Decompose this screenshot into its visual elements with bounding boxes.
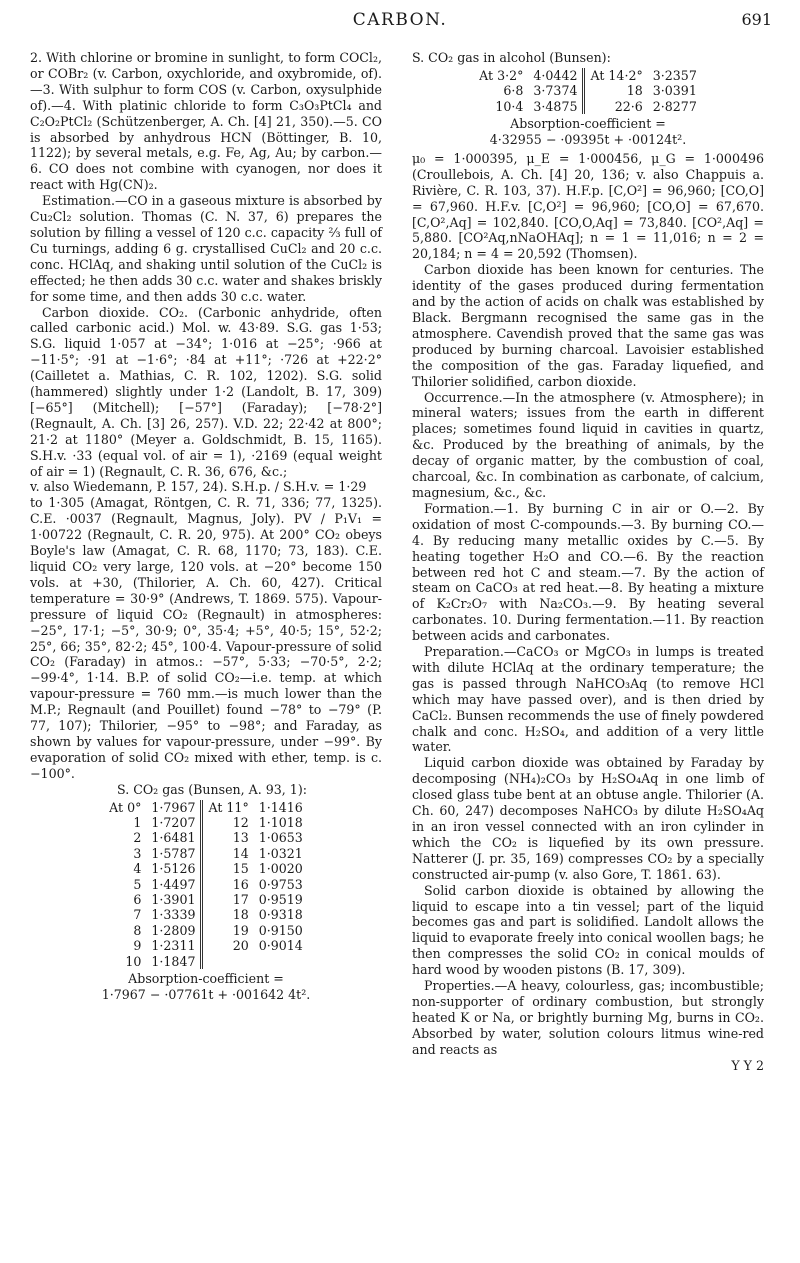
table-cell: 6 (133, 892, 142, 908)
table-cell: 1·1018 (258, 815, 303, 830)
table-cell (254, 954, 308, 969)
table-cell: 1·3339 (151, 907, 196, 923)
table-cell: At 14·2° (590, 67, 643, 83)
paragraph-specific-heat-ratio: v. also Wiedemann, P. 157, 24). S.H.p. / S.H.v. = 1·29 (30, 479, 367, 495)
table-cell: 0·9318 (258, 907, 303, 923)
table-cell: 16 (232, 876, 249, 892)
paragraph-reactions: 2. With chlorine or bromine in sunlight, to form COCl₂, or COBr₂ (v. Carbon, oxychloride, and oxybromide, of).—3. With sulphur to form COS (v. Carbon, oxysulphide of).—4. With platinic chloride to form C₃O₃PtCl₄ and C₂O₂PtCl₂ (Schützenberger, A. Ch. [4] 21, 350).—5. CO is absorbed by anhydrous HCN (Böttinger, B. 10, 1122); by several metals, e.g. Fe, Ag, Au; by carbon.—6. CO does not combine with cyanogen, nor does it react with Hg(CN)₂. (30, 50, 382, 193)
table-cell: 8 (133, 922, 142, 938)
table-row (104, 892, 308, 907)
table-cell: 7 (133, 907, 142, 923)
paragraph-occurrence: Occurrence.—In the atmosphere (v. Atmosphere); in mineral waters; issues from the earth in different places; sometimes found liquid in cavities in quartz, &c. Produced by the breathing of animals, by the decay of organic matter, by the combustion of coal, charcoal, &c. In combination as carbonate, of calcium, magnesium, &c., &c. (412, 389, 764, 500)
table-cell: 0·9150 (258, 922, 303, 938)
paragraph-liquid: Liquid carbon dioxide was obtained by Faraday by decomposing (NH₄)₂CO₃ by H₂SO₄Aq in one limb of closed glass tube bent at an obtuse angle. Thilorier (A. Ch. 60, 247) decomposes NaHCO₃ by dilute H₂SO₄Aq in an iron vessel connected with an iron cylinder in which the CO₂ is liquefied by its own pressure. Natterer (J. pr. 35, 169) compresses CO₂ by a specially constructed air-pump (v. also Gore, T. 1861. 63). (412, 755, 764, 882)
table-cell: 0·9014 (258, 938, 303, 954)
table-cell: 1·3901 (151, 892, 196, 908)
table-row (104, 815, 308, 830)
table-cell: 1·6481 (151, 830, 196, 846)
table-row (104, 938, 308, 953)
table-row (474, 83, 702, 98)
table-cell: 1·5787 (151, 845, 196, 861)
signature-mark: Y Y 2 (731, 1057, 764, 1073)
table-cell: 1·1847 (151, 953, 196, 969)
table-cell: 12 (232, 815, 249, 830)
table-cell: 0·9753 (258, 876, 303, 892)
table-cell: 1·2809 (151, 922, 196, 938)
paragraph-refraction-heat: μ₀ = 1·000395, μ_E = 1·000456, μ_G = 1·000496 (Croullebois, A. Ch. [4] 20, 136; v. also Chappuis a. Rivière, C. R. 103, 37). H.F.p. [C,O²] = 96,960; [CO,O] = 67,960. H.F.v. [C,O²] = 96,960; [CO,O] = 67,670. [C,O²,Aq] = 102,840. [CO,O,Aq] = 73,840. [CO²,Aq] = 5,880. [CO²Aq,nNaOHAq]; n = 1 = 11,016; n = 2 = 20,184; n = 4 = 20,592 (Thomsen). (412, 150, 764, 262)
table-cell: 5 (133, 876, 142, 892)
table-cell: 0·9519 (258, 892, 303, 908)
table-cell: 2 (133, 830, 142, 846)
alcohol-table-caption: S. CO₂ gas in alcohol (Bunsen): (412, 50, 611, 65)
table-cell: 6·8 (503, 83, 524, 99)
table-cell: 1·5126 (151, 861, 196, 877)
table-row (104, 800, 308, 815)
table-cell: 1 (133, 815, 142, 830)
paragraph-carbon-dioxide: Carbon dioxide. CO₂. (Carbonic anhydride, often called carbonic acid.) Mol. w. 43·89. S.G. gas 1·53; S.G. liquid 1·057 at −34°; 1·016 at −25°; ·966 at −11·5°; ·91 at −1·6°; ·84 at +11°; ·726 at +22·2° (Cailletet a. Mathias, C. R. 102, 1202). S.G. solid (hammered) slightly under 1·2 (Landolt, B. 17, 309) [−65°] (Mitchell); [−57°] (Faraday); [−78·2°] (Regnault, A. Ch. [3] 26, 257). V.D. 22; 22·42 at 800°; 21·2 at 1180° (Meyer a. Goldschmidt, B. 15, 1165). S.H.v. ·33 (equal vol. of air = 1), ·2169 (equal weight of air = 1) (Regnault, C. R. 36, 676, &c.; (30, 304, 382, 479)
absorption-coefficient-formula: 1·7967 − ·07761t + ·001642 4t². (101, 986, 311, 1002)
table-cell: 14 (232, 845, 249, 861)
table-row (104, 907, 308, 922)
table-row (104, 830, 308, 845)
table-cell: 3·0391 (652, 83, 697, 99)
table-row (104, 846, 308, 861)
table-cell (202, 954, 254, 969)
paragraph-formation: Formation.—1. By burning C in air or O.—2. By oxidation of most C-compounds.—3. By burning CO.—4. By reducing many metallic oxides by C.—5. By heating together H₂O and CO.—6. By the reaction between red hot C and steam.—7. By the action of steam on CaCO₃ at red heat.—8. By heating a mixture of K₂Cr₂O₇ with Na₂CO₃.—9. By heating several carbonates. 10. During fermentation.—11. By reaction between acids and carbonates. (412, 500, 764, 644)
solubility-table-alcohol (474, 68, 702, 114)
table-cell: 10 (125, 953, 142, 969)
left-column (30, 50, 382, 1003)
table-cell: At 11° (208, 799, 249, 815)
table-cell: 1·0321 (258, 845, 303, 861)
table-cell: 1·7207 (151, 815, 196, 830)
table-cell: 9 (133, 938, 142, 954)
alcohol-coefficient-formula: 4·32955 − ·09395t + ·00124t². (489, 132, 687, 148)
table-cell: 1·2311 (151, 938, 196, 954)
table-cell: 3·7374 (533, 83, 578, 99)
table-cell: 22·6 (614, 98, 643, 114)
right-column (412, 50, 764, 1074)
table-cell: 20 (232, 938, 249, 954)
table-cell: 3·2357 (652, 67, 697, 83)
table-cell: 17 (232, 892, 249, 908)
table-cell: 2·8277 (652, 98, 697, 114)
paragraph-estimation: Estimation.—CO in a gaseous mixture is absorbed by Cu₂Cl₂ solution. Thomas (C. N. 37, 6) prepares the solution by filling a vessel of 120 c.c. capacity ⅔ full of Cu turnings, adding 6 g. crystallised CuCl₂ and 20 c.c. conc. HClAq, and shaking until solution of the CuCl₂ is effected; he then adds 30 c.c. water and shakes briskly for some time, and then adds 30 c.c. water. (30, 193, 382, 304)
table-cell: 1·7967 (151, 799, 196, 815)
table-cell: 15 (232, 861, 249, 877)
paragraph-solid: Solid carbon dioxide is obtained by allowing the liquid to escape into a tin vessel; part of the liquid becomes gas and part is solidified. Landolt allows the liquid to evaporate freely into conical woollen bags; he then compresses the solid CO₂ in conical moulds of hard wood by wooden pistons (B. 17, 309). (412, 882, 764, 978)
solubility-table-caption: S. CO₂ gas (Bunsen, A. 93, 1): (117, 781, 307, 797)
paragraph-physical-constants: to 1·305 (Amagat, Röntgen, C. R. 71, 336; 77, 1325). C.E. ·0037 (Regnault, Magnus, Joly). PV / P₁V₁ = 1·00722 (Regnault, C. R. 20, 975). At 200° CO₂ obeys Boyle's law (Amagat, C. R. 68, 1170; 73, 183). C.E. liquid CO₂ very large, 120 vols. at −20° become 150 vols. at +30, (Thilorier, A. Ch. 60, 427). Critical temperature = 30·9° (Andrews, T. 1869. 575). Vapour-pressure of liquid CO₂ (Regnault) in atmospheres: −25°, 17·1; −5°, 30·9; 0°, 35·4; +5°, 40·5; 15°, 52·2; 25°, 66; 35°, 82·2; 45°, 100·4. Vapour-pressure of solid CO₂ (Faraday) in atmos.: −57°, 5·33; −70·5°, 2·2; −99·4°, 1·14. B.P. of solid CO₂—i.e. temp. at which vapour-pressure = 760 mm.—is much lower than the M.P.; Regnault (and Pouillet) found −78° to −79° (P. 77, 107); Thilorier, −95° to −98°; and Faraday, as shown by values for vapour-pressure, under −99°. By evaporation of solid CO₂ mixed with ether, temp. is c. −100°. (30, 495, 382, 781)
paragraph-preparation: Preparation.—CaCO₃ or MgCO₃ in lumps is treated with dilute HClAq at the ordinary temperature; the gas is passed through NaHCO₃Aq (to remove HCl which may have passed over), and is then dried by CaCl₂. Bunsen recommends the use of finely powdered chalk and conc. H₂SO₄, and addition of a very little water. (412, 644, 764, 755)
table-cell: 3 (133, 845, 142, 861)
table-row (104, 877, 308, 892)
running-head-title: CARBON. (352, 10, 448, 30)
table-row (104, 923, 308, 938)
table-cell: 19 (232, 922, 249, 938)
table-row (104, 954, 308, 969)
alcohol-coefficient-label: Absorption-coefficient = (510, 116, 666, 132)
table-cell: 13 (232, 830, 249, 846)
table-cell: 4 (133, 861, 142, 877)
paragraph-history: Carbon dioxide has been known for centuries. The identity of the gases produced during fermentation and by the action of acids on chalk was established by Black. Bergmann recognised the same gas in the atmosphere. Cavendish proved that the same gas was produced by burning charcoal. Lavoisier established the composition of the gas. Faraday liquefied, and Thilorier solidified, carbon dioxide. (412, 262, 764, 389)
table-cell: 1·0653 (258, 830, 303, 846)
table-cell: 1·1416 (258, 799, 303, 815)
table-cell: 1·0020 (258, 861, 303, 877)
table-cell: 10·4 (495, 98, 524, 114)
table-cell: At 0° (109, 799, 142, 815)
page-number: 691 (741, 10, 772, 29)
table-cell: 18 (626, 83, 643, 99)
table-cell: 1·4497 (151, 876, 196, 892)
table-cell: 3·4875 (533, 98, 578, 114)
paragraph-properties: Properties.—A heavy, colourless, gas; incombustible; non-supporter of ordinary combustion, but strongly heated K or Na, or brightly burning Mg, burns in CO₂. Absorbed by water, solution colours litmus wine-red and reacts as (412, 978, 764, 1057)
absorption-coefficient-label: Absorption-coefficient = (128, 971, 284, 987)
table-row (474, 99, 702, 114)
table-row (104, 861, 308, 876)
table-cell: 18 (232, 907, 249, 923)
solubility-table-water (104, 800, 308, 969)
table-cell: At 3·2° (479, 67, 524, 83)
table-cell: 4·0442 (533, 67, 578, 83)
table-row (474, 68, 702, 83)
